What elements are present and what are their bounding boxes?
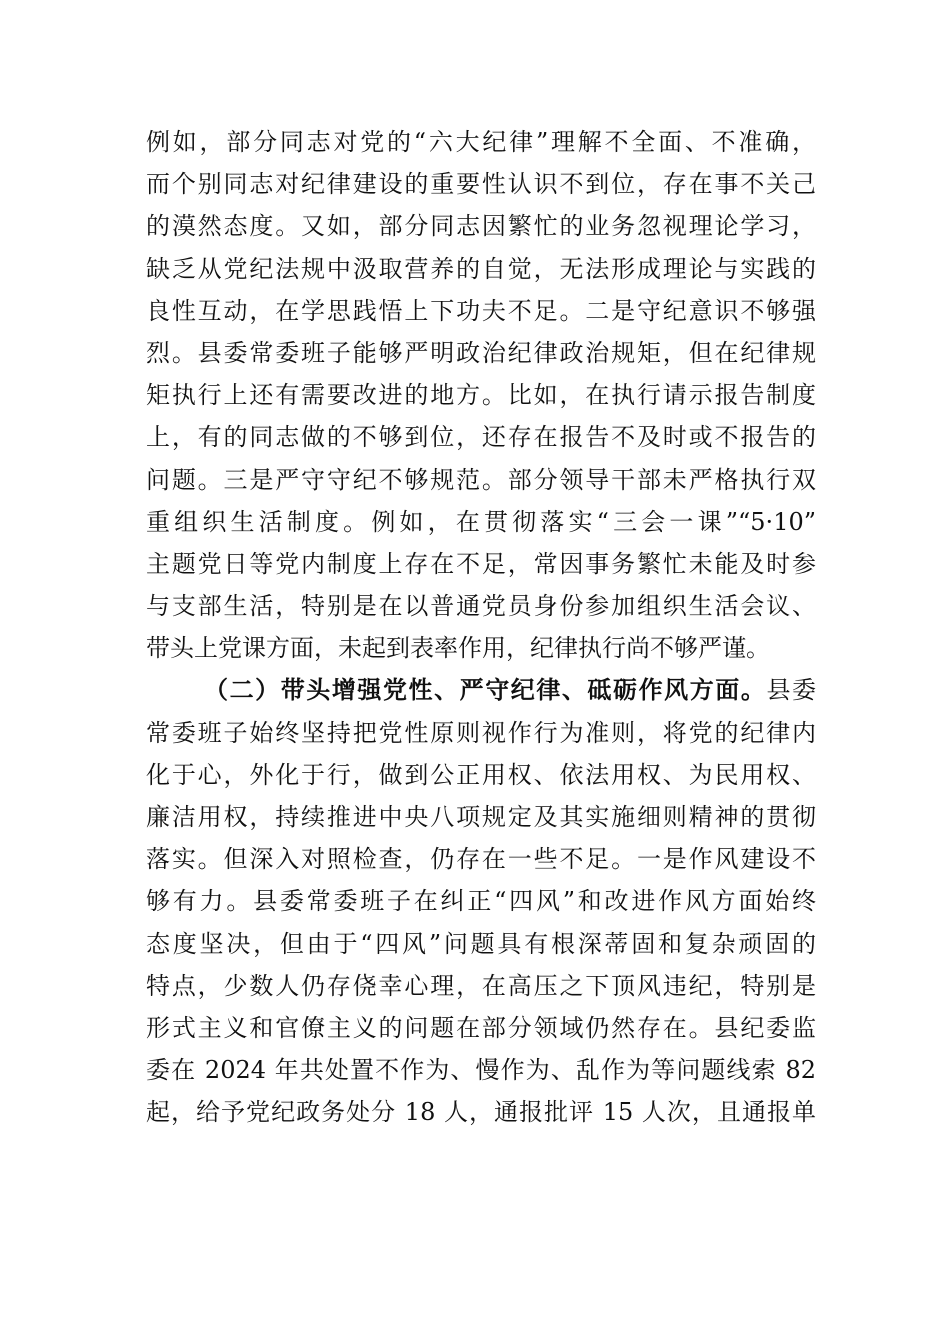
text-line: 重组织生活制度。例如，在贯彻落实“三会一课”“5·10” <box>146 507 816 536</box>
text-line: 而个别同志对纪律建设的重要性认识不到位，存在事不关己 <box>146 170 816 199</box>
text-line: 良性互动，在学思践悟上下功夫不足。二是守纪意识不够强 <box>146 296 816 325</box>
section-heading: （二）带头增强党性、严守纪律、砥砺作风方面。 <box>204 675 767 705</box>
text-line: 烈。县委常委班子能够严明政治纪律政治规矩，但在纪律规 <box>146 338 816 367</box>
text-line: 化于心，外化于行，做到公正用权、依法用权、为民用权、 <box>146 760 816 789</box>
text-line: 态度坚决，但由于“四风”问题具有根深蒂固和复杂顽固的 <box>146 929 816 958</box>
text-line: 上，有的同志做的不够到位，还存在报告不及时或不报告的 <box>146 423 816 452</box>
text-line: 起，给予党纪政务处分 18 人，通报批评 15 人次，且通报单 <box>146 1098 816 1127</box>
text-line: 够有力。县委常委班子在纠正“四风”和改进作风方面始终 <box>146 887 816 916</box>
text-line: 特点，少数人仍存侥幸心理，在高压之下顶风违纪，特别是 <box>146 971 816 1000</box>
section-heading-line <box>146 669 816 711</box>
text-line: 与支部生活，特别是在以普通党员身份参加组织生活会议、 <box>146 592 816 621</box>
text-line: 的漠然态度。又如，部分同志因繁忙的业务忽视理论学习， <box>146 212 816 241</box>
text-line: 缺乏从党纪法规中汲取营养的自觉，无法形成理论与实践的 <box>146 254 816 283</box>
text-line: 常委班子始终坚持把党性原则视作行为准则，将党的纪律内 <box>146 718 816 747</box>
body-text <box>146 121 816 1134</box>
text-line: 问题。三是严守守纪不够规范。部分领导干部未严格执行双 <box>146 465 816 494</box>
text-line: 矩执行上还有需要改进的地方。比如，在执行请示报告制度 <box>146 381 816 410</box>
text-line: 带头上党课方面，未起到表率作用，纪律执行尚不够严谨。 <box>146 634 770 663</box>
text-line: 主题党日等党内制度上存在不足，常因事务繁忙未能及时参 <box>146 549 816 578</box>
section-heading-tail: 县委 <box>766 676 816 705</box>
text-line: 例如，部分同志对党的“六大纪律”理解不全面、不准确， <box>146 128 816 156</box>
text-line: 形式主义和官僚主义的问题在部分领域仍然存在。县纪委监 <box>146 1013 816 1042</box>
text-line: 委在 2024 年共处置不作为、慢作为、乱作为等问题线索 82 <box>146 1056 816 1085</box>
text-line: 廉洁用权，持续推进中央八项规定及其实施细则精神的贯彻 <box>146 803 816 831</box>
text-line: 落实。但深入对照检查，仍存在一些不足。一是作风建设不 <box>146 845 816 874</box>
